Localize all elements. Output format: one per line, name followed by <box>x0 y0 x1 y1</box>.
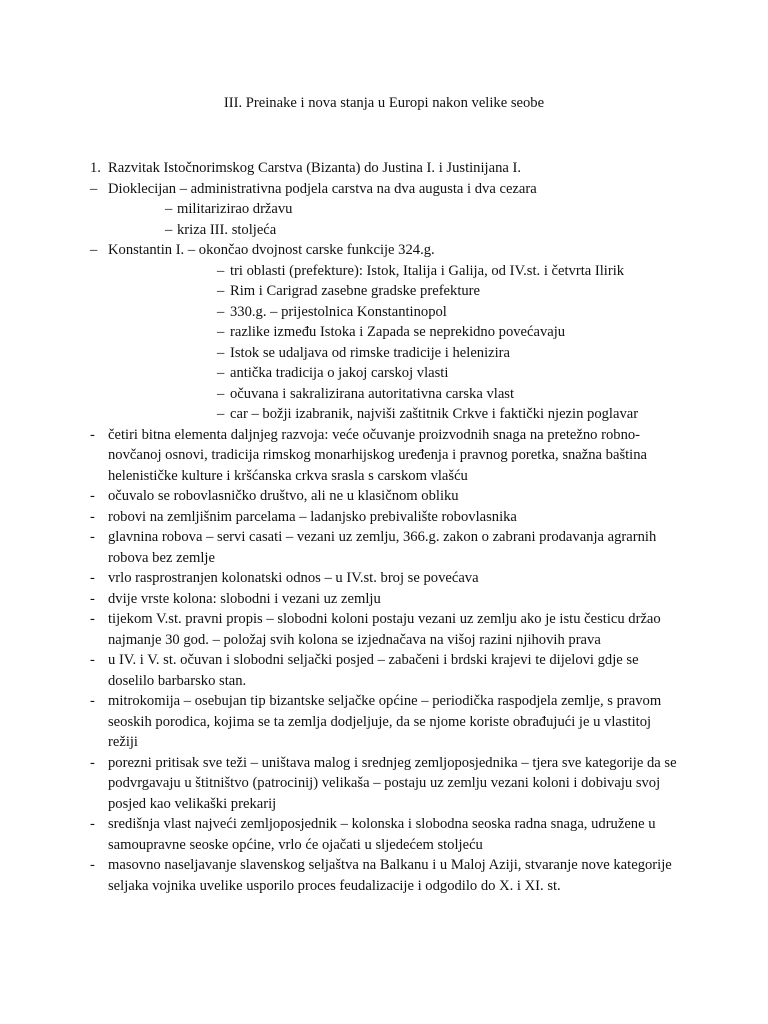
list-item <box>0 589 768 610</box>
list-marker: - <box>90 652 95 668</box>
list-marker: – <box>217 365 225 381</box>
list-item-text: Konstantin I. – okončao dvojnost carske funkcije 324.g. <box>108 242 435 258</box>
list-item-text: Rim i Carigrad zasebne gradske prefekture <box>230 283 481 299</box>
list-marker: - <box>90 754 95 771</box>
list-item-text: masovno naseljavanje slavenskog seljaštva na Balkanu i u Maloj Aziji, stvaranje nove kategorije seljaka vojnika uvelike usporilo proces feudalizacije i odgodilo do X. i XI. st. <box>108 857 672 894</box>
list-marker: 1. <box>90 160 101 176</box>
list-item-text: 330.g. – prijestolnica Konstantinopol <box>230 303 447 320</box>
list-item <box>0 281 768 302</box>
list-item-text: porezni pritisak sve teži – uništava malog i srednjeg zemljoposjednika – tjera sve kategorije da se podvrgavaju u štitništvo (patrocinij) velikaša – postaju uz zemlju vezani koloni i dobivaju svoj posjed kao velikaški prekarij <box>108 754 677 812</box>
list-item-text: dvije vrste kolona: slobodni i vezani uz zemlju <box>108 590 381 607</box>
list-item <box>0 302 768 323</box>
outline-list <box>0 158 768 896</box>
list-item-text: antička tradicija o jakoj carskoj vlasti <box>230 365 449 381</box>
list-item-text: robovi na zemljišnim parcelama – ladanjsko prebivalište robovlasnika <box>108 508 517 525</box>
list-marker: - <box>90 508 95 525</box>
list-marker: – <box>217 283 225 299</box>
list-marker: - <box>90 529 95 545</box>
document-title: III. Preinake i nova stanja u Europi nakon velike seobe <box>223 95 545 111</box>
list-item-text: glavnina robova – servi casati – vezani uz zemlju, 366.g. zakon o zabrani prodavanja agrarnih robova bez zemlje <box>108 529 657 566</box>
list-item <box>0 199 768 220</box>
list-marker: – <box>217 303 225 320</box>
list-marker: – <box>217 324 225 340</box>
list-item-text: car – božji izabranik, najviši zaštitnik Crkve i faktički njezin poglavar <box>230 406 639 422</box>
list-marker: - <box>90 857 95 873</box>
list-item <box>0 425 768 487</box>
list-marker: – <box>217 344 225 361</box>
list-marker: - <box>90 611 95 627</box>
list-item <box>0 240 768 261</box>
list-item <box>0 343 768 364</box>
list-item-text: Razvitak Istočnorimskog Carstva (Bizanta) do Justina I. i Justinijana I. <box>108 160 522 176</box>
list-item <box>0 179 768 200</box>
list-item-text: u IV. i V. st. očuvan i slobodni seljački posjed – zabačeni i brdski krajevi te dijelovi gdje se doselilo barbarsko stan. <box>108 652 639 689</box>
list-item <box>0 404 768 425</box>
list-marker: – <box>90 242 98 258</box>
list-marker: - <box>90 570 95 586</box>
list-item-text: četiri bitna elementa daljnjeg razvoja: veće očuvanje proizvodnih snaga na pretežno robno-novčanoj osnovi, tradicija rimskog monarhijskog uređenja i pravnog poretka, snažna baština helenističke kulture i kršćanska crkva srasla s carskom vlašću <box>108 426 648 484</box>
list-marker: - <box>90 693 95 709</box>
list-item-text: središnja vlast najveći zemljoposjednik – kolonska i slobodna seoska radna snaga, udružene u samoupravne seoske općine, vrlo će ojačati u sljedećem stoljeću <box>108 816 656 853</box>
list-item-text: mitrokomija – osebujan tip bizantske seljačke općine – periodička raspodjela zemlje, s pravom seoskih porodica, kojima se ta zemlja dodjeljuje, da se njome koriste obrađujući je u vlastitoj režiji <box>108 693 662 750</box>
list-item-text: kriza III. stoljeća <box>177 221 277 238</box>
list-item-text: razlike između Istoka i Zapada se neprekidno povećavaju <box>230 324 566 340</box>
list-item-text: vrlo rasprostranjen kolonatski odnos – u IV.st. broj se povećava <box>108 570 479 586</box>
list-item-text: očuvana i sakralizirana autoritativna carska vlast <box>230 385 515 402</box>
list-item <box>0 568 768 589</box>
list-item <box>0 609 768 650</box>
list-item-text: Dioklecijan – administrativna podjela carstva na dva augusta i dva cezara <box>108 180 537 197</box>
list-marker: – <box>90 180 98 197</box>
list-item-text: očuvalo se robovlasničko društvo, ali ne u klasičnom obliku <box>108 488 459 504</box>
list-item <box>0 650 768 691</box>
list-marker: – <box>217 406 225 422</box>
list-item <box>0 486 768 507</box>
list-item <box>0 384 768 405</box>
list-item <box>0 855 768 896</box>
list-marker: - <box>90 590 95 607</box>
list-marker: - <box>90 426 95 443</box>
list-item <box>0 753 768 815</box>
list-item <box>0 220 768 241</box>
list-item <box>0 507 768 528</box>
list-marker: - <box>90 488 95 504</box>
list-item <box>0 691 768 753</box>
list-marker: – <box>165 221 173 238</box>
list-item <box>0 527 768 568</box>
list-marker: - <box>90 816 95 832</box>
list-marker: – <box>165 201 173 217</box>
list-marker: – <box>217 385 225 402</box>
list-item-text: tri oblasti (prefekture): Istok, Italija i Galija, od IV.st. i četvrta Ilirik <box>230 262 625 279</box>
list-item-text: tijekom V.st. pravni propis – slobodni koloni postaju vezani uz zemlju ako je istu česticu držao najmanje 30 god. – položaj svih kolona se izjednačava na višoj razini njihovih prava <box>108 611 661 648</box>
list-item <box>0 814 768 855</box>
list-item <box>0 158 768 179</box>
list-item <box>0 363 768 384</box>
list-item <box>0 261 768 282</box>
list-item-text: militarizirao državu <box>177 201 293 217</box>
list-item <box>0 322 768 343</box>
list-item-text: Istok se udaljava od rimske tradicije i helenizira <box>230 344 511 361</box>
list-marker: – <box>217 262 225 279</box>
